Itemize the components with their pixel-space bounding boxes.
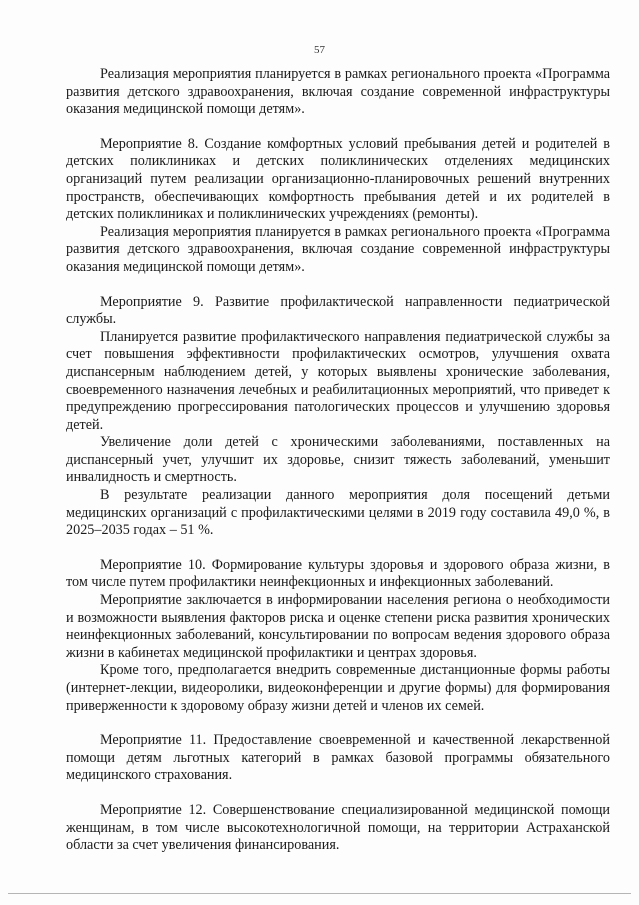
- paragraph-implementation-2: Реализация мероприятия планируется в рамках регионального проекта «Программа развития детского здравоохранения, включая создание современной инфраструктуры оказания медицинской помощи детям».: [66, 223, 610, 275]
- page-number: 57: [314, 44, 325, 56]
- paragraph-remote-forms: Кроме того, предполагается внедрить современные дистанционные формы работы (интернет-лекции, видеоролики, видеоконференции и другие формы) для формирования приверженности к здоровому образу жизни детей и членов их семей.: [66, 662, 610, 714]
- paragraph-measure-12: Мероприятие 12. Совершенствование специализированной медицинской помощи женщинам, в том числе высокотехнологичной помощи, на территории Астраханской области за счет увеличения финансирования.: [66, 801, 610, 854]
- paragraph-implementation-1: Реализация мероприятия планируется в рамках регионального проекта «Программа развития детского здравоохранения, включая создание современной инфраструктуры оказания медицинской помощи детям».: [66, 66, 610, 118]
- bottom-edge-line: [8, 893, 631, 894]
- paragraph-chronic-diseases: Увеличение доли детей с хроническими заболеваниями, поставленных на диспансерный учет, улучшит их здоровье, снизит тяжесть заболеваний, уменьшит инвалидность и смертность.: [66, 434, 610, 486]
- paragraph-measure-11: Мероприятие 11. Предоставление своевременной и качественной лекарственной помощи детям льготных категорий в рамках базовой программы обязательного медицинского страхования.: [66, 732, 610, 784]
- paragraph-results: В результате реализации данного мероприятия доля посещений детьми медицинских организаций с профилактическими целями в 2019 году составила 49,0 %, в 2025–2035 годах – 51 %.: [66, 487, 610, 539]
- document-body: [66, 66, 610, 855]
- paragraph-pediatric-development: Планируется развитие профилактического направления педиатрической службы за счет повышения эффективности профилактических осмотров, улучшения охвата диспансерным наблюдением детей, у которых выявлены хронические заболевания, своевременного назначения лечебных и реабилитационных мероприятий, что приведет к предупреждению прогрессирования патологических процессов и улучшению здоровья детей.: [66, 328, 610, 433]
- paragraph-measure-9: Мероприятие 9. Развитие профилактической направленности педиатрической службы.: [66, 293, 610, 328]
- paragraph-informing: Мероприятие заключается в информировании населения региона о необходимости и возможности выявления факторов риска и оценке степени риска развития хронических неинфекционных заболеваний, консультировании по вопросам ведения здорового образа жизни в кабинетах медицинской профилактики и центрах здоровья.: [66, 592, 610, 661]
- paragraph-measure-10: Мероприятие 10. Формирование культуры здоровья и здорового образа жизни, в том числе путем профилактики неинфекционных и инфекционных заболеваний.: [66, 556, 610, 591]
- paragraph-measure-8: Мероприятие 8. Создание комфортных условий пребывания детей и родителей в детских поликлиниках и детских поликлинических отделениях медицинских организаций путем реализации организационно-планировочных решений внутренних пространств, обеспечивающих комфортность пребывания детей и их родителей в детских поликлиниках и поликлинических учреждениях (ремонты).: [66, 135, 610, 223]
